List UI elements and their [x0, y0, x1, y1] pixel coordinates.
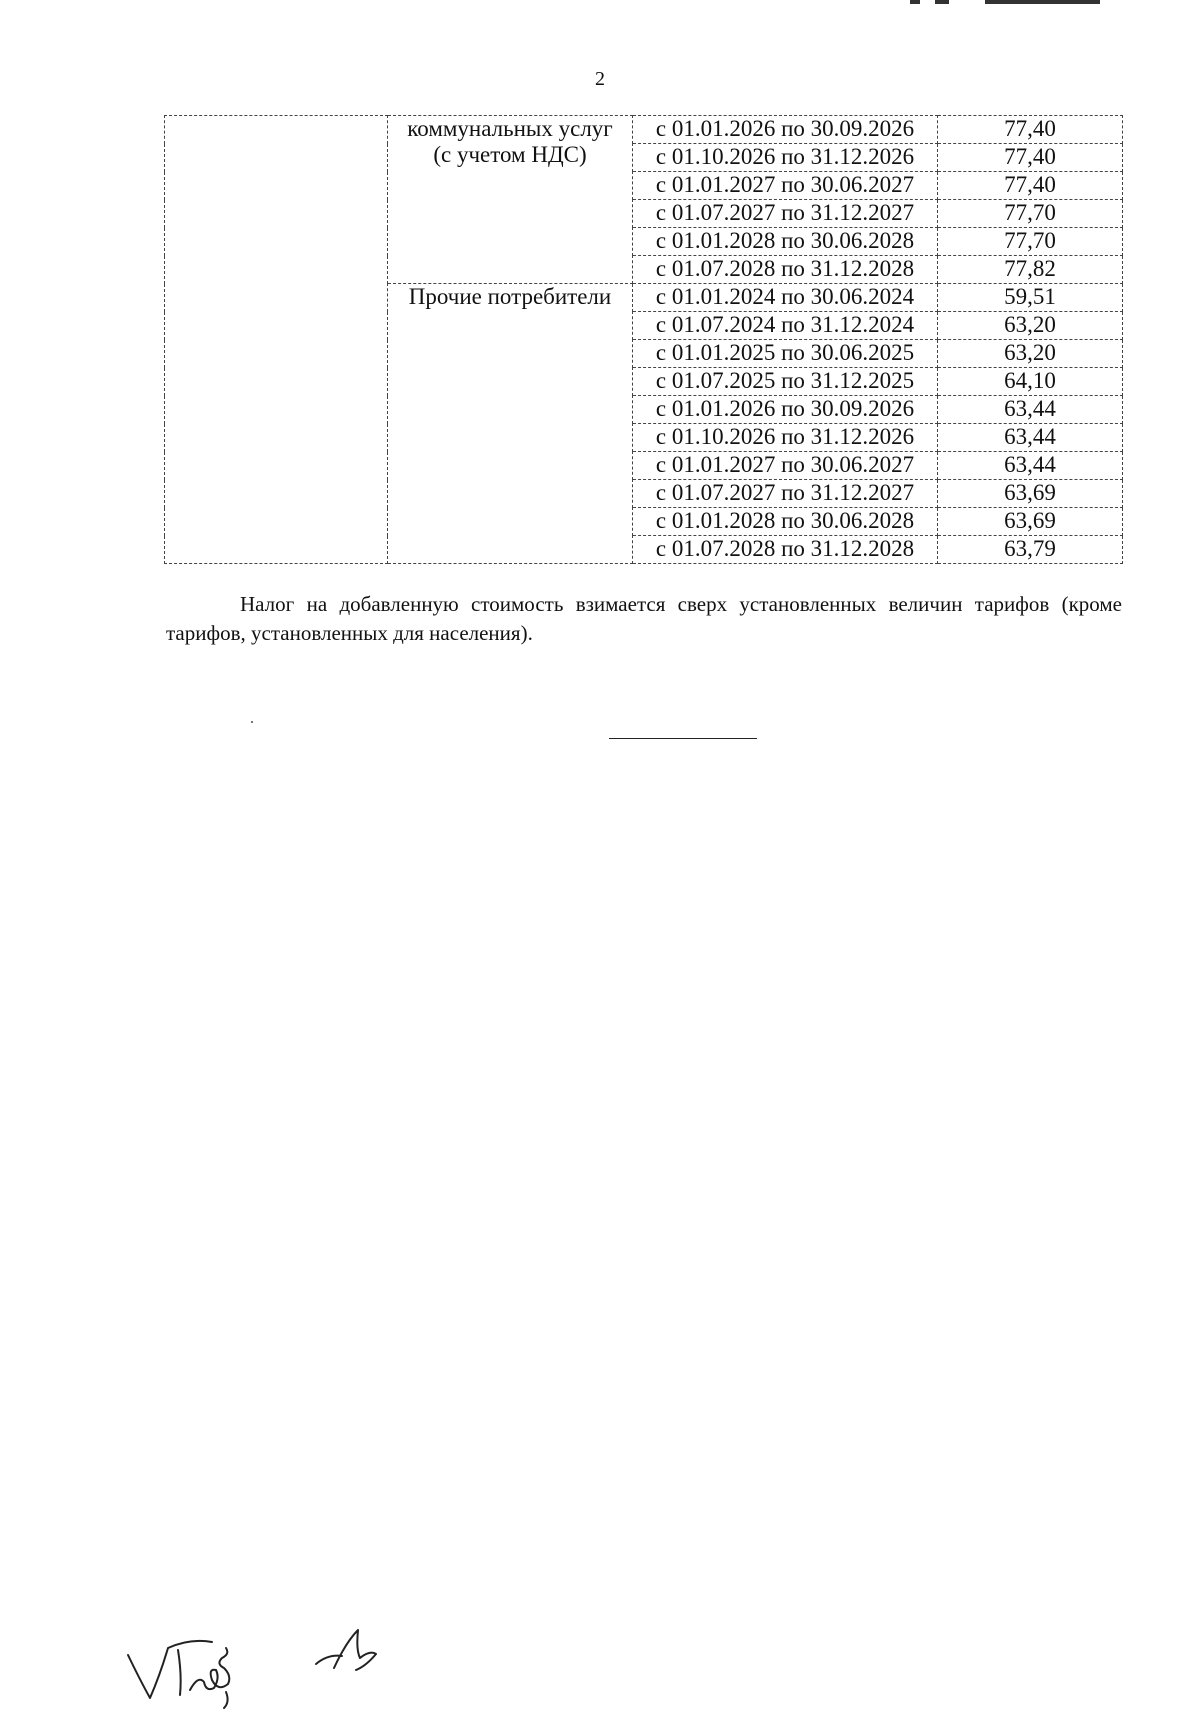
- end-rule: [609, 738, 757, 739]
- period-cell: с 01.07.2028 по 31.12.2028: [633, 536, 938, 564]
- period-cell: с 01.07.2027 по 31.12.2027: [633, 200, 938, 228]
- blank-column-cell: [165, 116, 388, 564]
- period-cell: с 01.01.2028 по 30.06.2028: [633, 228, 938, 256]
- tariff-value-cell: 77,70: [938, 200, 1123, 228]
- period-cell: с 01.01.2028 по 30.06.2028: [633, 508, 938, 536]
- scan-speck: [251, 721, 253, 723]
- category-label-line: коммунальных услуг: [407, 116, 613, 141]
- vat-note-text: Налог на добавленную стоимость взимается сверх установленных величин тарифов (кроме тарифов, установленных для населения).: [166, 592, 1122, 645]
- tariff-value-cell: 77,70: [938, 228, 1123, 256]
- tariff-value-cell: 63,44: [938, 424, 1123, 452]
- tariff-value-cell: 63,20: [938, 340, 1123, 368]
- period-cell: с 01.07.2027 по 31.12.2027: [633, 480, 938, 508]
- handwritten-signatures: [120, 1620, 400, 1715]
- period-cell: с 01.01.2025 по 30.06.2025: [633, 340, 938, 368]
- category-label-line: (с учетом НДС): [433, 142, 587, 167]
- tariff-value-cell: 63,44: [938, 396, 1123, 424]
- vat-note: [166, 590, 1122, 648]
- table-row: [165, 116, 1123, 144]
- tariff-value-cell: 63,69: [938, 480, 1123, 508]
- period-cell: с 01.01.2027 по 30.06.2027: [633, 172, 938, 200]
- page-top-mark: [910, 0, 1120, 6]
- period-cell: с 01.10.2026 по 31.12.2026: [633, 424, 938, 452]
- period-cell: с 01.07.2028 по 31.12.2028: [633, 256, 938, 284]
- tariff-value-cell: 64,10: [938, 368, 1123, 396]
- period-cell: с 01.01.2027 по 30.06.2027: [633, 452, 938, 480]
- period-cell: с 01.01.2026 по 30.09.2026: [633, 116, 938, 144]
- tariff-table: [164, 115, 1123, 564]
- tariff-value-cell: 63,20: [938, 312, 1123, 340]
- category-label-line: Прочие потребители: [408, 284, 612, 309]
- consumer-category-cell: [388, 116, 633, 284]
- tariff-value-cell: 77,40: [938, 144, 1123, 172]
- tariff-value-cell: 63,44: [938, 452, 1123, 480]
- tariff-value-cell: 77,40: [938, 172, 1123, 200]
- tariff-value-cell: 77,40: [938, 116, 1123, 144]
- tariff-value-cell: 63,79: [938, 536, 1123, 564]
- tariff-value-cell: 59,51: [938, 284, 1123, 312]
- tariff-value-cell: 77,82: [938, 256, 1123, 284]
- period-cell: с 01.01.2024 по 30.06.2024: [633, 284, 938, 312]
- consumer-category-cell: [388, 284, 633, 564]
- period-cell: с 01.01.2026 по 30.09.2026: [633, 396, 938, 424]
- tariff-table-body: [165, 116, 1123, 564]
- page-number: 2: [595, 68, 605, 90]
- period-cell: с 01.07.2024 по 31.12.2024: [633, 312, 938, 340]
- period-cell: с 01.07.2025 по 31.12.2025: [633, 368, 938, 396]
- tariff-value-cell: 63,69: [938, 508, 1123, 536]
- period-cell: с 01.10.2026 по 31.12.2026: [633, 144, 938, 172]
